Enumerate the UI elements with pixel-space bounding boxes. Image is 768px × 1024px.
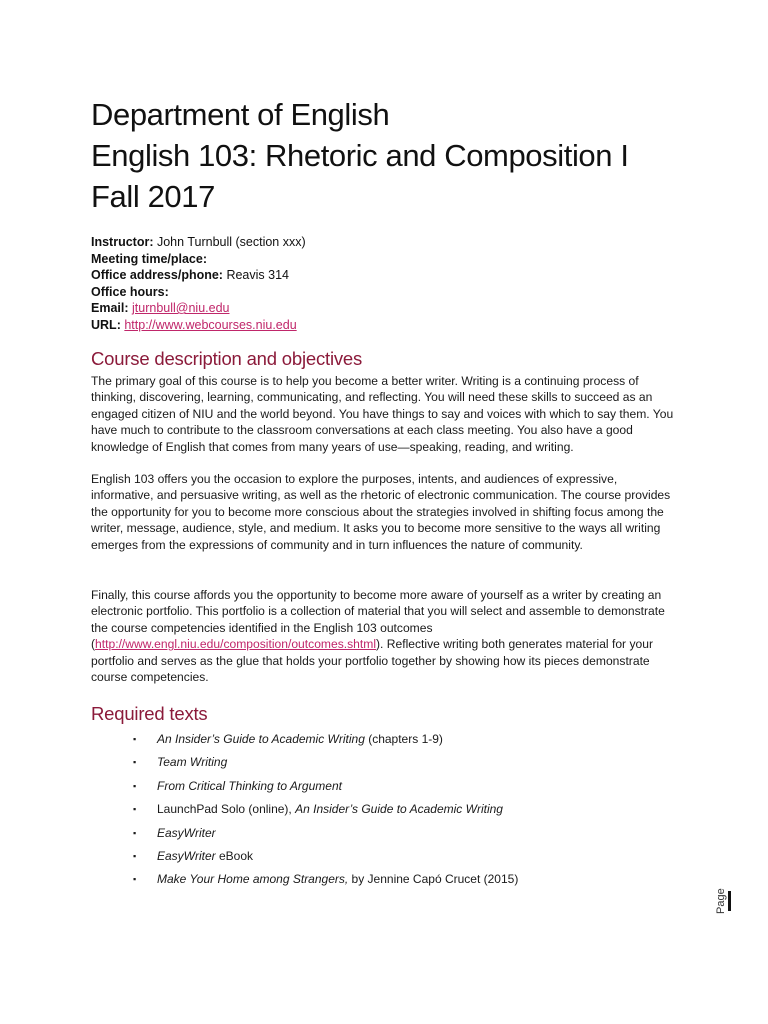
instructor-label: Instructor: [91,235,154,249]
department-title: Department of English [91,97,390,132]
office-value: Reavis 314 [222,268,289,282]
book-title: Make Your Home among Strangers, [157,872,349,887]
list-item: ▪ An Insider’s Guide to Academic Writing (chapters 1-9) [133,732,443,746]
email-row [91,300,306,317]
email-link[interactable]: jturnbull@niu.edu [132,301,230,315]
paragraph-3-text-start: Finally, this course affords you the opportunity to become more aware of yourself as a writer by creating an electronic portfolio. This portfolio is a collection of material that you will select and assemble to demonstrate the course competencies identified in the English 103 outcomes ( [91,588,665,652]
description-paragraph-3 [91,587,683,685]
office-hours-row [91,284,306,301]
book-title: Team Writing [157,755,228,770]
bullet-icon: ▪ [133,850,137,861]
bullet-icon: ▪ [133,804,137,815]
book-title: An Insider’s Guide to Academic Writing [295,802,503,817]
office-hours-label: Office hours: [91,284,169,299]
list-item: ▪ EasyWriter eBook [133,848,254,863]
course-description-heading: Course description and objectives [91,348,363,369]
office-row [91,267,306,284]
list-item: ▪ LaunchPad Solo (online), An Insider’s Guide to Academic Writing [133,802,503,817]
book-title: EasyWriter [157,848,216,863]
document-title-block [91,94,629,217]
instructor-value: John Turnbull (section xxx) [153,235,306,249]
page-number-bar [728,891,731,911]
meeting-row [91,251,306,268]
url-row [91,317,306,334]
description-paragraph-2: English 103 offers you the occasion to explore the purposes, intents, and audiences of expressive, informative, and persuasive writing, as well as the rhetoric of electronic communication. The course provides the opportunity for you to become more conscious about the strategies involved in shifting focus among the writer, message, audience, style, and medium. It asks you to become more sensitive to the ways all writing emerges from the expressions of community and in turn influences the nature of community. [91,472,671,552]
email-label: Email: [91,301,129,315]
course-info [91,234,306,333]
bullet-icon: ▪ [133,757,137,768]
course-title: English 103: Rhetoric and Composition I [91,138,629,173]
list-item [133,754,518,777]
list-item [133,778,518,801]
list-item [133,825,518,848]
office-label: Office address/phone: [91,268,223,282]
bullet-icon: ▪ [133,874,137,885]
term-title: Fall 2017 [91,179,215,214]
bullet-icon: ▪ [133,734,137,744]
required-texts-list [133,731,518,895]
required-texts-heading: Required texts [91,703,208,724]
book-title: EasyWriter [157,825,216,840]
description-paragraph-1: The primary goal of this course is to help you become a better writer. Writing is a continuing process of thinking, discovering, learning, communicating, and reflecting. You will need these skills to succeed as an engaged citizen of NIU and the world beyond. You have things to say and voices with which to say them. You have much to contribute to the classroom conversations at each class meeting. You also have a good knowledge of English that comes from many years of use—speaking, reading, and writing. [91,374,674,454]
url-label: URL: [91,317,121,332]
bullet-icon: ▪ [133,827,137,838]
outcomes-link[interactable]: http://www.engl.niu.edu/composition/outcomes.shtml [95,637,377,652]
meeting-label: Meeting time/place: [91,251,207,266]
paragraph-3-text-end: ). Reflective writing both generates material for your portfolio and serves as the glue that holds your portfolio together by showing how its pieces demonstrate course competencies. [91,637,653,685]
bullet-icon: ▪ [133,780,137,791]
book-title: An Insider’s Guide to Academic Writing [157,732,365,746]
instructor-row [91,234,306,251]
book-title: From Critical Thinking to Argument [157,778,342,793]
url-link[interactable]: http://www.webcourses.niu.edu [124,317,297,332]
page-number-label: Page [715,888,727,914]
list-item: ▪ Make Your Home among Strangers, by Jennine Capó Crucet (2015) [133,872,519,887]
